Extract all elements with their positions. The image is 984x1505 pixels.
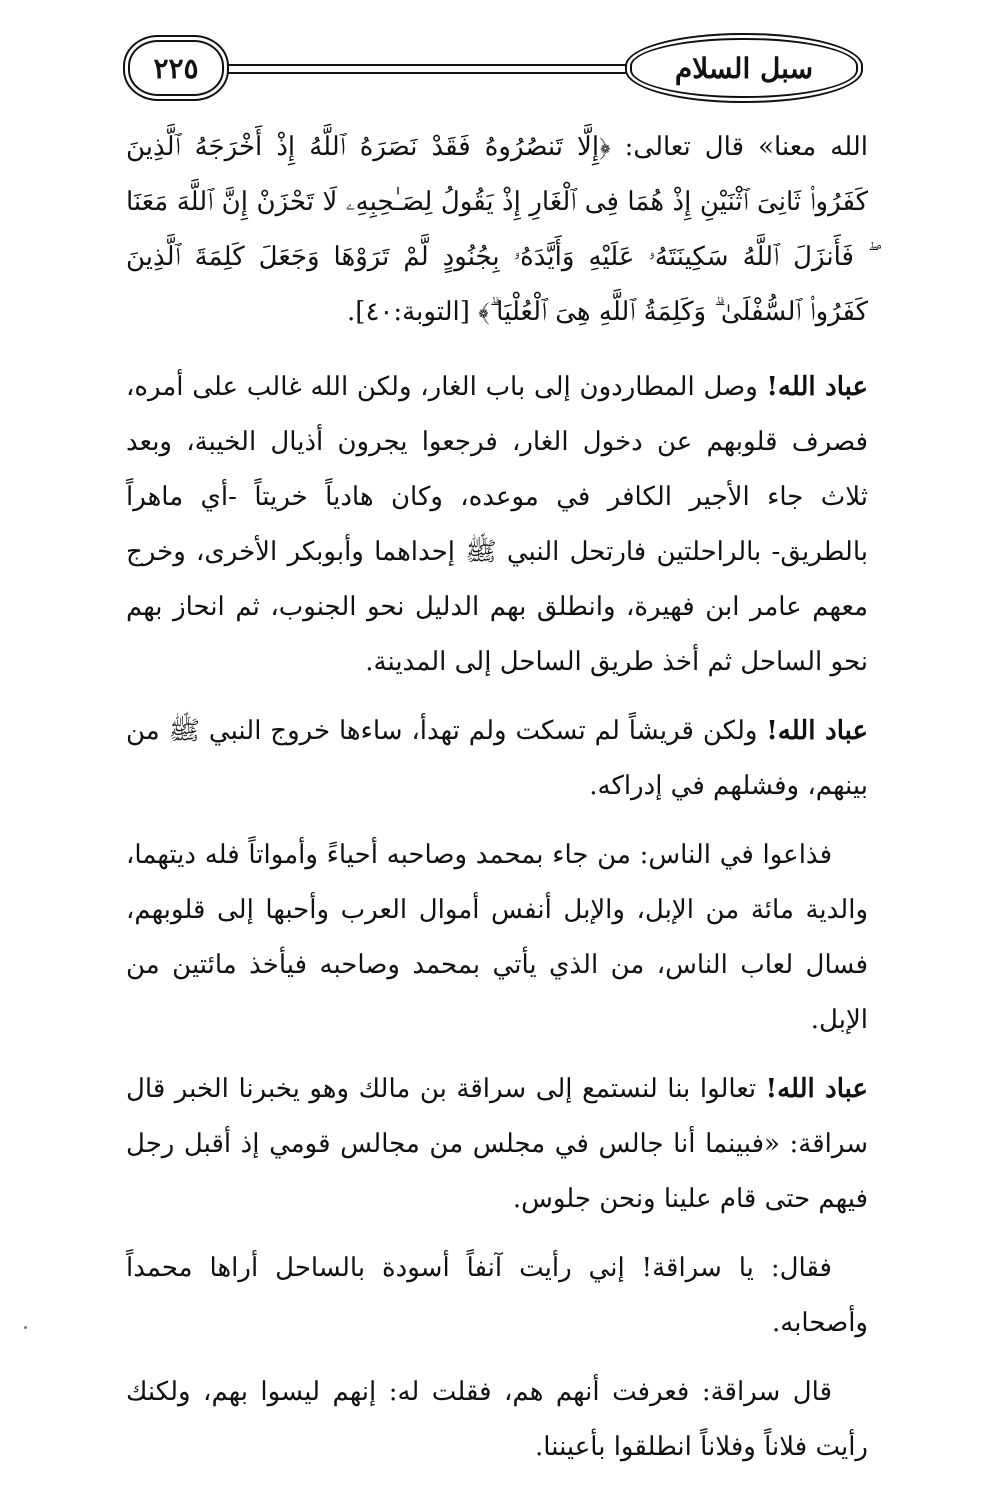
page-number-badge (128, 40, 224, 96)
header-rule (198, 64, 638, 74)
paragraph-3 (126, 704, 868, 814)
paragraph-1 (126, 120, 868, 340)
paragraph-text: قال سراقة: فعرفت أنهم هم، فقلت له: إنهم ليسوا بهم، ولكنك رأيت فلاناً وفلاناً انطلقوا بأعيننا. (126, 1377, 868, 1462)
paragraph-lead: عباد الله! (766, 372, 868, 402)
paragraph-6 (126, 1241, 868, 1351)
paragraph-lead: عباد الله! (765, 1074, 868, 1104)
book-title-badge (630, 38, 858, 98)
paragraph-2 (126, 360, 868, 690)
page-number: ٢٢٥ (153, 51, 199, 85)
paragraph-5 (126, 1062, 868, 1227)
page-header (128, 38, 858, 104)
paragraph-text: وصل المطاردون إلى باب الغار، ولكن الله غالب على أمره، فصرف قلوبهم عن دخول الغار، فرجعوا يجرون أذيال الخيبة، وبعد ثلاث جاء الأجير الكافر في موعده، وكان هادياً خريتاً -أي ماهراً بالطريق- بالراحلتين فارتحل النبي ﷺ إحداهما وأبوبكر الأخرى، وخرج معهم عامر ابن فهيرة، وانطلق بهم الدليل نحو الجنوب، ثم انحاز بهم نحو الساحل ثم أخذ طريق الساحل إلى المدينة. (126, 372, 868, 677)
book-title: سبل السلام (674, 51, 814, 85)
scan-speck (24, 1326, 27, 1329)
paragraph-text: فقال: يا سراقة! إني رأيت آنفاً أسودة بالساحل أراها محمداً وأصحابه. (126, 1253, 868, 1338)
paragraph-7 (126, 1365, 868, 1475)
paragraph-text: تعالوا بنا لنستمع إلى سراقة بن مالك وهو يخبرنا الخبر قال سراقة: «فبينما أنا جالس في مجلس من مجالس قومي إذ أقبل رجل فيهم حتى قام علينا ونحن جلوس. (126, 1074, 868, 1214)
page-body (126, 120, 868, 1489)
paragraph-text: فذاعوا في الناس: من جاء بمحمد وصاحبه أحياءً وأمواتاً فله ديتهما، والدية مائة من الإبل، والإبل أنفس أموال العرب وأحبها إلى قلوبهم، فسال لعاب الناس، من الذي يأتي بمحمد وصاحبه فيأخذ مائتين من الإبل. (126, 840, 868, 1035)
paragraph-lead: عباد الله! (766, 716, 868, 746)
paragraph-text: الله معنا» قال تعالى: ﴿إِلَّا تَنصُرُوهُ فَقَدْ نَصَرَهُ ٱللَّهُ إِذْ أَخْرَجَهُ ٱلَّذِينَ كَفَرُوا۟ ثَانِىَ ٱثْنَيْنِ إِذْ هُمَا فِى ٱلْغَارِ إِذْ يَقُولُ لِصَـٰحِبِهِۦ لَا تَحْزَنْ إِنَّ ٱللَّهَ مَعَنَا ۖ فَأَنزَلَ ٱللَّهُ سَكِينَتَهُۥ عَلَيْهِ وَأَيَّدَهُۥ بِجُنُودٍ لَّمْ تَرَوْهَا وَجَعَلَ كَلِمَةَ ٱلَّذِينَ كَفَرُوا۟ ٱلسُّفْلَىٰ ۗ وَكَلِمَةُ ٱللَّهِ هِىَ ٱلْعُلْيَا ۗ﴾ [التوبة:٤٠]. (126, 132, 868, 327)
paragraph-4 (126, 828, 868, 1048)
paragraph-text: ولكن قريشاً لم تسكت ولم تهدأ، ساءها خروج النبي ﷺ من بينهم، وفشلهم في إدراكه. (126, 716, 868, 801)
